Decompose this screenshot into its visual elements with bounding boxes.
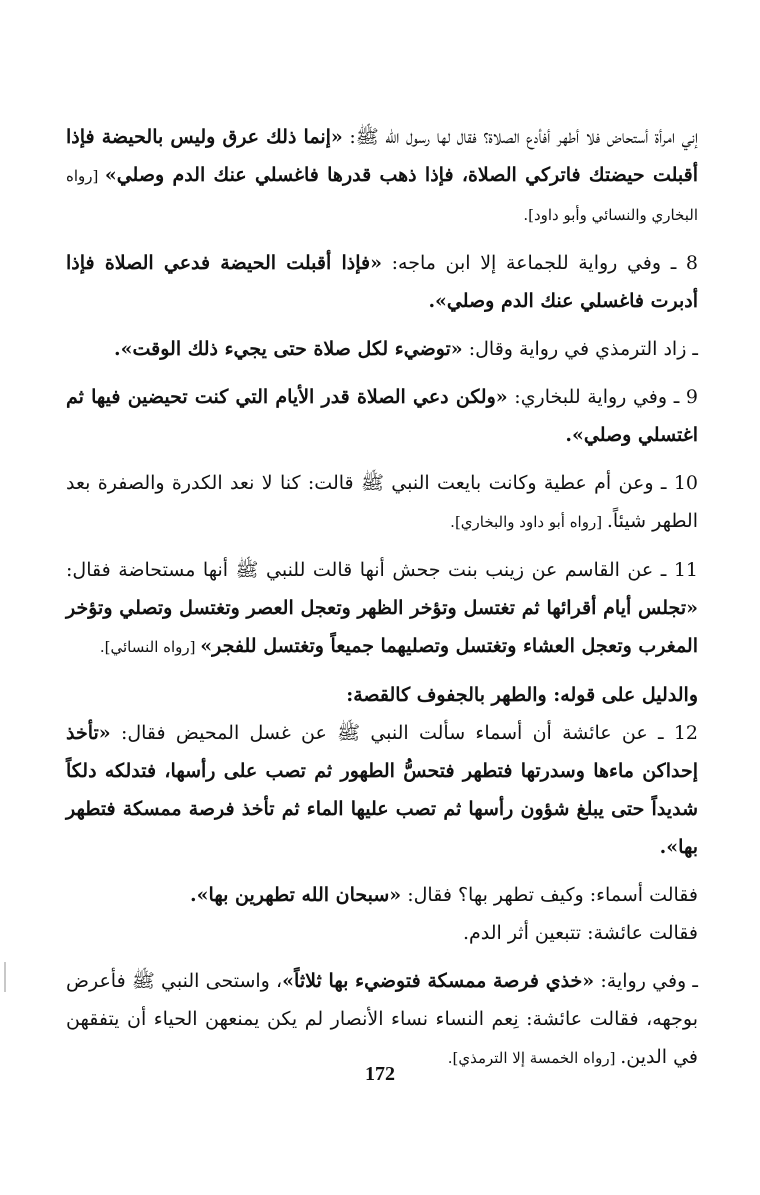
page-number: 172 <box>365 1063 395 1085</box>
paragraph-text: 10 ـ وعن أم عطية وكانت بايعت النبي ﷺ قالت: كنا لا نعد الكدرة والصفرة بعد الطهر شيئاً. <box>66 472 698 532</box>
paragraph-another-narration <box>66 962 698 1077</box>
paragraph-asma-question <box>66 876 698 914</box>
hadith-quote: «ولكن دعي الصلاة قدر الأيام التي كنت تحيضين فيها ثم اغتسلي وصلي». <box>66 386 698 446</box>
source-reference: [رواه النسائي]. <box>99 638 201 656</box>
paragraph-text: 11 ـ عن القاسم عن زينب بنت جحش أنها قالت للنبي ﷺ أنها مستحاضة فقال: <box>66 559 698 581</box>
paragraph-11 <box>66 551 698 666</box>
paragraph-text: 9 ـ وفي رواية للبخاري: <box>507 386 698 408</box>
hadith-quote: «سبحان الله تطهرين بها». <box>190 884 402 906</box>
hadith-quote: «تجلس أيام أقرائها ثم تغتسل وتؤخر الظهر وتعجل العصر وتغتسل وتصلي وتؤخر المغرب وتعجل العشاء وتغتسل وتصليهما جميعاً وتغتسل للفجر» <box>66 597 698 657</box>
paragraph-text: إني امرأة أستحاض فلا أطهر أفأدع الصلاة؟ فقال لها رسول الله ﷺ: <box>342 126 698 148</box>
hadith-quote: «فإذا أقبلت الحيضة فدعي الصلاة فإذا أدبرت فاغسلي عنك الدم وصلي». <box>66 252 698 312</box>
paragraph-text: فقالت عائشة: تتبعين أثر الدم. <box>462 922 698 944</box>
paragraph-8 <box>66 244 698 320</box>
paragraph-tirmidhi-addition <box>66 330 698 368</box>
hadith-quote: «تأخذ إحداكن ماءها وسدرتها فتطهر فتحسُّ الطهور ثم تصب على رأسها، فتدلكه دلكاً شديداً حتى يبلغ شؤون رأسها ثم تصب عليها الماء ثم تأخذ فرصة ممسكة فتطهر بها». <box>66 722 699 858</box>
paragraph-text-continued: ، واستحى النبي ﷺ فأعرض بوجهه، فقالت عائشة: نِعم النساء نساء الأنصار لم يكن يمنعهن الحياء أن يتفقهن في الدين. <box>66 970 698 1068</box>
paragraph-aisha-answer <box>66 914 698 952</box>
hadith-quote: «إنما ذلك عرق وليس بالحيضة فإذا أقبلت حيضتك فاتركي الصلاة، فإذا ذهب قدرها فاغسلي عنك الدم وصلي» <box>66 126 698 186</box>
paragraph-10 <box>66 464 698 541</box>
paragraph-text: فقالت أسماء: وكيف تطهر بها؟ فقال: <box>401 884 698 906</box>
hadith-quote: «خذي فرصة ممسكة فتوضيء بها ثلاثاً» <box>282 970 595 992</box>
paragraph-text: 8 ـ وفي رواية للجماعة إلا ابن ماجه: <box>381 252 698 274</box>
paragraph-text: ـ وفي رواية: <box>594 970 698 992</box>
page-body <box>66 118 698 1077</box>
source-reference: [رواه الخمسة إلا الترمذي]. <box>447 1049 621 1067</box>
section-heading: والدليل على قوله: والطهر بالجفوف كالقصة: <box>346 684 698 706</box>
paragraph-7-continuation <box>66 118 698 234</box>
source-reference: [رواه البخاري والنسائي وأبو داود]. <box>66 167 698 224</box>
paragraph-9 <box>66 378 698 454</box>
paragraph-12 <box>66 714 698 866</box>
page-edge-mark <box>4 962 6 992</box>
paragraph-text: ـ زاد الترمذي في رواية وقال: <box>462 338 698 360</box>
paragraph-text: 12 ـ عن عائشة أن أسماء سألت النبي ﷺ عن غسل المحيض فقال: <box>110 722 698 744</box>
hadith-quote: «توضيء لكل صلاة حتى يجيء ذلك الوقت». <box>114 338 463 360</box>
source-reference: [رواه أبو داود والبخاري]. <box>450 513 607 531</box>
